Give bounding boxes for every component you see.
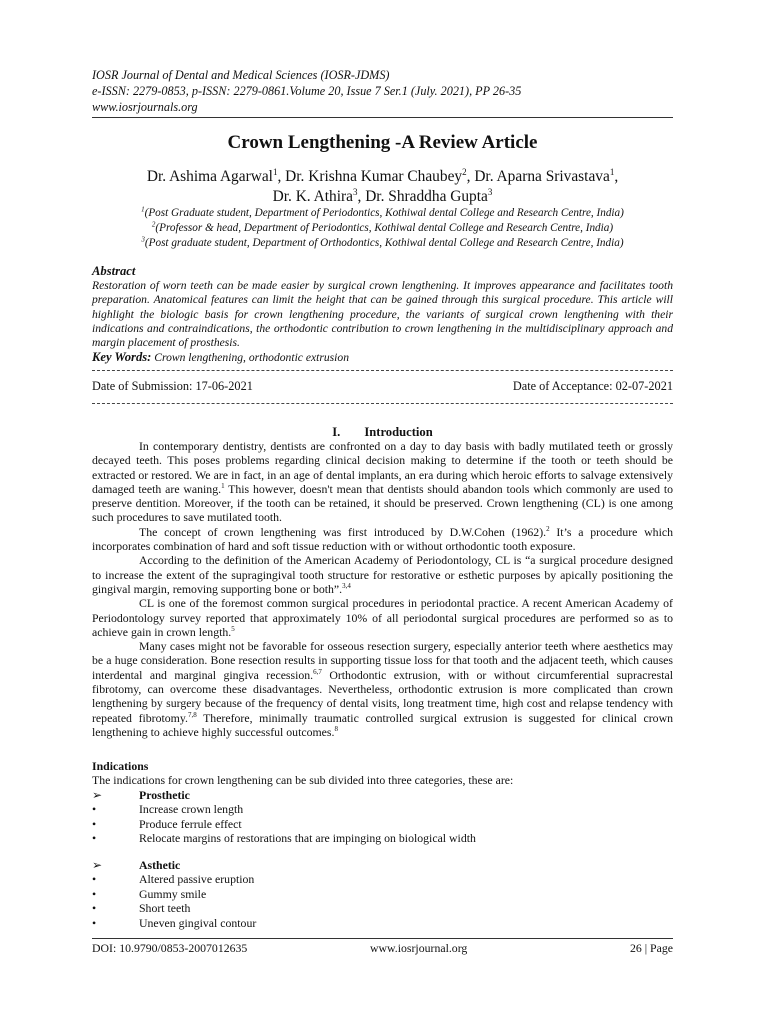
affiliation-line: $^3$(Post graduate student, Department of Orthodontics, Kothiwal dental College and Research Centre, India) <box>141 235 624 249</box>
list-item: • Produce ferrule effect <box>92 816 242 831</box>
affiliation-line: $^2$(Professor & head, Department of Periodontics, Kothiwal dental College and Research Centre, India) <box>151 220 614 234</box>
category-title: Asthetic <box>139 858 181 872</box>
affiliation-line: $^1$(Post Graduate student, Department of Periodontics, Kothiwal dental College and Research Centre, India) <box>141 205 624 219</box>
indications-heading: Indications <box>92 759 149 773</box>
author-affil-sup: 1 <box>609 166 615 177</box>
author-affil-sup: 1 <box>272 166 278 177</box>
category-item <box>92 788 673 802</box>
journal-website[interactable]: www.iosrjournals.org <box>92 100 198 114</box>
citation: 2 <box>546 524 550 533</box>
list-item: • Relocate margins of restorations that are impinging on biological width <box>92 831 476 846</box>
section-number: I. <box>332 425 341 439</box>
bullet-icon: • <box>92 802 97 817</box>
dashed-separator <box>92 403 673 404</box>
indications-list-asthetic <box>92 858 673 930</box>
footer-rule <box>92 938 673 939</box>
author-name: Dr. Krishna Kumar Chaubey <box>285 168 463 185</box>
author-affil-sup: 3 <box>352 186 358 197</box>
author-line-2: Dr. K. Athira$^3$, Dr. Shraddha Gupta$^3$ <box>272 186 493 205</box>
list-item: • Altered passive eruption <box>92 872 255 887</box>
citation: 3,4 <box>342 582 351 591</box>
indications-intro: The indications for crown lengthening can be sub divided into three categories, these are: <box>92 773 514 787</box>
bullet-icon: • <box>92 886 97 901</box>
paper-title: Crown Lengthening -A Review Article <box>227 132 538 153</box>
paragraph: Many cases might not be favorable for osseous resection surgery, especially anterior teeth where aesthetics may be a huge consideration. Bone resection results in supporting tissue loss for that tooth and the adjacent teeth, which causes interdental and marginal gingiva recession.$^{6,7}$ Orthodontic extrusion, with or without circumferential supracrestal fibrotomy, can overcome these disadvantages. Nevertheless, orthodontic extrusion is more complicated than crown lengthening by surgery because of the frequency of dental visits, long treatment time, high cost and relapse tendency with repeated fibrotomy.$^{7,8}$ Therefore, minimally traumatic controlled surgical extrusion is suggested for clinical crown lengthening to achieve highly successful outcomes.$^8$ <box>92 639 673 739</box>
category-title: Prosthetic <box>139 788 190 802</box>
abstract-heading: Abstract <box>92 264 136 278</box>
author-list <box>92 167 673 207</box>
header-rule <box>92 117 673 118</box>
abstract-text: Restoration of worn teeth can be made easier by surgical crown lengthening. It improves appearance and facilitates tooth preparation. Anatomical features can limit the height that can be gained through this surgical procedure. This article will highlight the biologic basis for crown lengthening procedure, the variants of surgical crown lengthening with their indications and contraindications, the orthodontic contribution to crown lengthening in the multidisciplinary approach and margin placement of prosthesis. <box>92 279 673 350</box>
author-affil-sup: 3 <box>487 186 493 197</box>
arrow-bullet-icon: ➢ <box>92 788 102 802</box>
citation: 5 <box>231 624 235 633</box>
keywords-label: Key Words: <box>92 350 152 364</box>
footer-website[interactable]: www.iosrjournal.org <box>370 941 468 955</box>
journal-header <box>92 67 673 115</box>
journal-name: IOSR Journal of Dental and Medical Sciences (IOSR-JDMS) <box>92 68 390 82</box>
keywords <box>92 349 673 366</box>
journal-issn: e-ISSN: 2279-0853, p-ISSN: 2279-0861.Volume 20, Issue 7 Ser.1 (July. 2021), PP 26-35 <box>92 84 522 98</box>
bullet-icon: • <box>92 915 97 930</box>
author-name: Dr. Shraddha Gupta <box>365 188 488 205</box>
author-line-1: Dr. Ashima Agarwal$^1$, Dr. Krishna Kumar Chaubey$^2$, Dr. Aparna Srivastava$^1$, <box>146 166 619 185</box>
author-name: Dr. Ashima Agarwal <box>146 168 273 185</box>
bullet-icon: • <box>92 831 97 846</box>
submission-date: Date of Submission: 17-06-2021 <box>92 379 253 393</box>
page-number: 26 | Page <box>630 941 673 955</box>
author-name: Dr. Aparna Srivastava <box>474 168 610 185</box>
list-item: • Uneven gingival contour <box>92 915 257 930</box>
citation: 6,7 <box>313 667 322 676</box>
paragraph: According to the definition of the American Academy of Periodontology, CL is “a surgical procedure designed to increase the extent of the supragingival tooth structure for restorative or esthetic purposes by apically positioning the gingival margin, removing supporting bone or both”.$^{3,4}$ <box>92 553 673 596</box>
section-heading <box>92 424 673 440</box>
list-item: • Gummy smile <box>92 886 207 901</box>
list-item: • Short teeth <box>92 901 191 916</box>
bullet-icon: • <box>92 901 97 916</box>
paragraph: In contemporary dentistry, dentists are confronted on a day to day basis with badly mutilated teeth or grossly decayed teeth. This poses problems regarding clinical decision making to determine if the tooth or teeth should be extracted or restored. We are in fact, in an age of dental implants, an era during which heroic efforts to salvage extensively damaged teeth are waning.$^1$ This however, doesn't mean that dentists should abandon tools which commonly are used to preserve dentition. Moreover, if the tooth can be retained, it should be preserved. Crown lengthening (CL) is one among such procedures to save mutilated tooth. <box>92 439 673 525</box>
paragraph: The concept of crown lengthening was first introduced by D.W.Cohen (1962).$^2$ It’s a procedure which incorporates combination of hard and soft tissue reduction with or without orthodontic tooth exposure. <box>92 524 673 554</box>
citation: 1 <box>221 481 225 490</box>
abstract <box>92 264 673 350</box>
indications-list-prosthetic <box>92 788 673 846</box>
keywords-value: Crown lengthening, orthodontic extrusion <box>154 351 349 364</box>
paragraph: CL is one of the foremost common surgical procedures in periodontal practice. A recent American Academy of Periodontology survey reported that approximately 10% of all periodontal surgical procedures are performed so as to achieve gain in crown length.$^5$ <box>92 596 673 639</box>
footer-doi: DOI: 10.9790/0853-2007012635 <box>92 941 248 955</box>
acceptance-date: Date of Acceptance: 02-07-2021 <box>512 379 673 393</box>
dates-row <box>92 378 673 394</box>
arrow-bullet-icon: ➢ <box>92 858 102 872</box>
introduction-body <box>92 439 673 739</box>
affiliations <box>92 206 673 251</box>
author-affil-sup: 2 <box>462 166 467 177</box>
citation: 7,8 <box>187 710 197 719</box>
section-title: Introduction <box>364 425 433 439</box>
author-name: Dr. K. Athira <box>272 188 353 205</box>
bullet-icon: • <box>92 872 97 887</box>
category-item <box>92 858 673 872</box>
dashed-separator <box>92 370 673 371</box>
list-item: • Increase crown length <box>92 802 244 817</box>
bullet-icon: • <box>92 816 97 831</box>
citation: 8 <box>334 725 338 734</box>
